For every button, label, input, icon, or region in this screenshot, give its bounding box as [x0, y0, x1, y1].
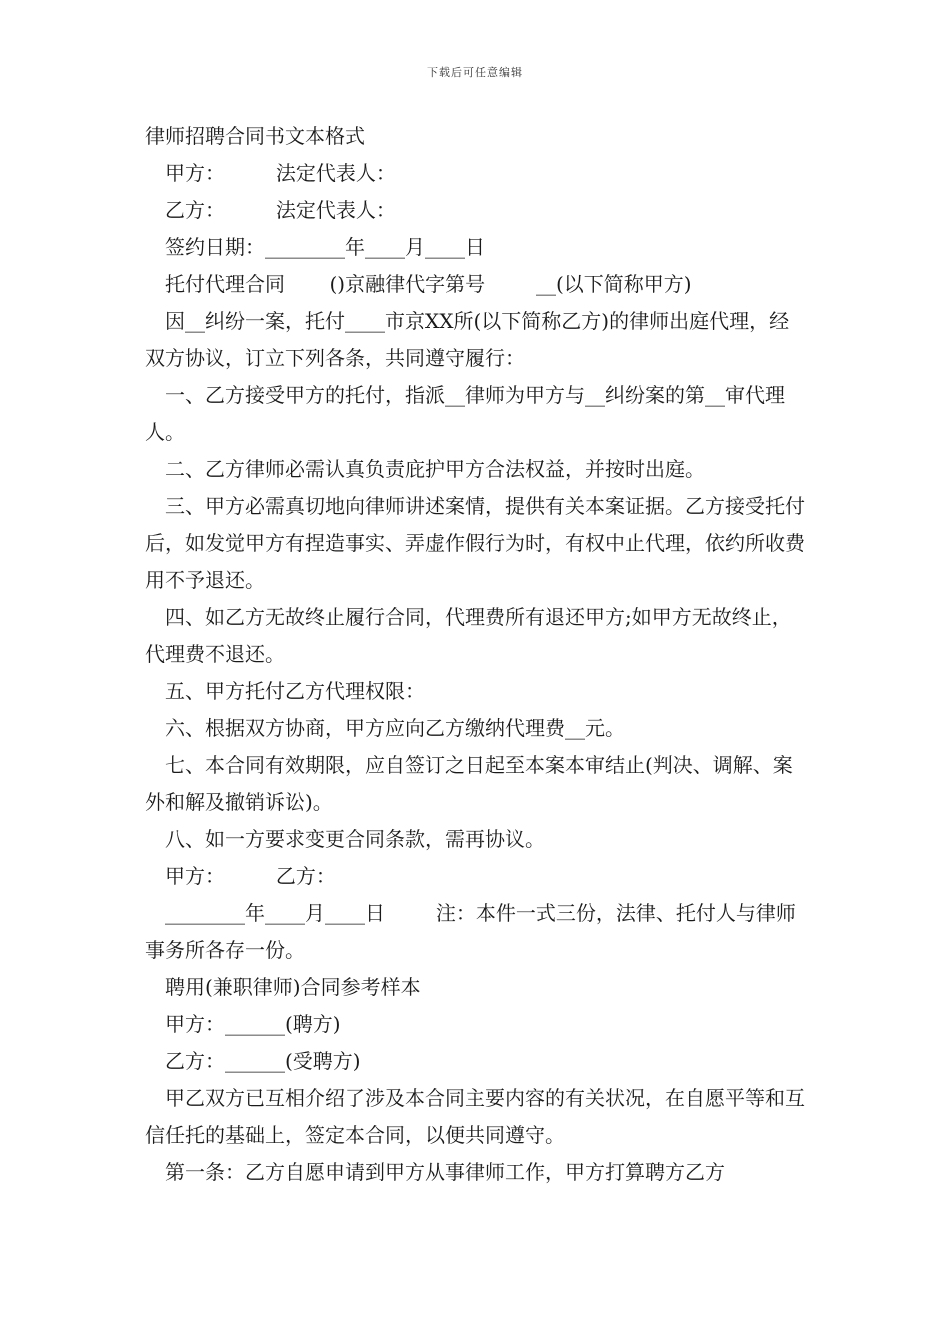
clause-5: 五、甲方托付乙方代理权限： — [165, 679, 425, 703]
document-body — [145, 118, 807, 1191]
clause-8: 八、如一方要求变更合同条款，需再协议。 — [165, 827, 545, 851]
preamble-paragraph: 甲乙双方已互相介绍了涉及本合同主要内容的有关状况，在自愿平等和互信任托的基础上，签定本合同，以便共同遵守。 — [145, 1086, 805, 1147]
employer-line: 甲方：______(聘方) — [165, 1012, 341, 1036]
party-b-line: 乙方： 法定代表人： — [165, 198, 396, 222]
clause-7: 七、本合同有效期限，应自签订之日起至本案本审结止(判决、调解、案外和解及撤销诉讼)。 — [145, 753, 793, 814]
clause-2: 二、乙方律师必需认真负责庇护甲方合法权益，并按时出庭。 — [165, 457, 705, 481]
paragraph-intro: 因__纠纷一案，托付____市京XX所(以下简称乙方)的律师出庭代理，经双方协议，订立下列各条，共同遵守履行： — [145, 309, 790, 370]
clause-3: 三、甲方必需真切地向律师讲述案情，提供有关本案证据。乙方接受托付后，如发觉甲方有捏造事实、弄虚作假行为时，有权中止代理，依约所收费用不予退还。 — [145, 494, 805, 592]
signature-parties-line: 甲方： 乙方： — [165, 864, 336, 888]
contract-number-line: 托付代理合同 ()京融律代字第号 __(以下简称甲方) — [165, 272, 692, 296]
employee-line: 乙方：______(受聘方) — [165, 1049, 361, 1073]
clause-4: 四、如乙方无故终止履行合同，代理费所有退还甲方;如甲方无故终止，代理费不退还。 — [145, 605, 792, 666]
signing-date-line: 签约日期：________年____月____日 — [165, 235, 485, 259]
clause-1: 一、乙方接受甲方的托付，指派__律师为甲方与__纠纷案的第__审代理人。 — [145, 383, 785, 444]
document-title: 律师招聘合同书文本格式 — [145, 124, 365, 148]
article-1: 第一条：乙方自愿申请到甲方从事律师工作，甲方打算聘方乙方 — [165, 1160, 725, 1184]
clause-6: 六、根据双方协商，甲方应向乙方缴纳代理费__元。 — [165, 716, 625, 740]
signature-date-note: ________年____月____日 注：本件一式三份，法律、托付人与律师事务所各存一份。 — [145, 901, 796, 962]
page-header-note: 下载后可任意编辑 — [427, 66, 523, 79]
party-a-line: 甲方： 法定代表人： — [165, 161, 396, 185]
section-title-employment: 聘用(兼职律师)合同参考样本 — [165, 975, 421, 999]
